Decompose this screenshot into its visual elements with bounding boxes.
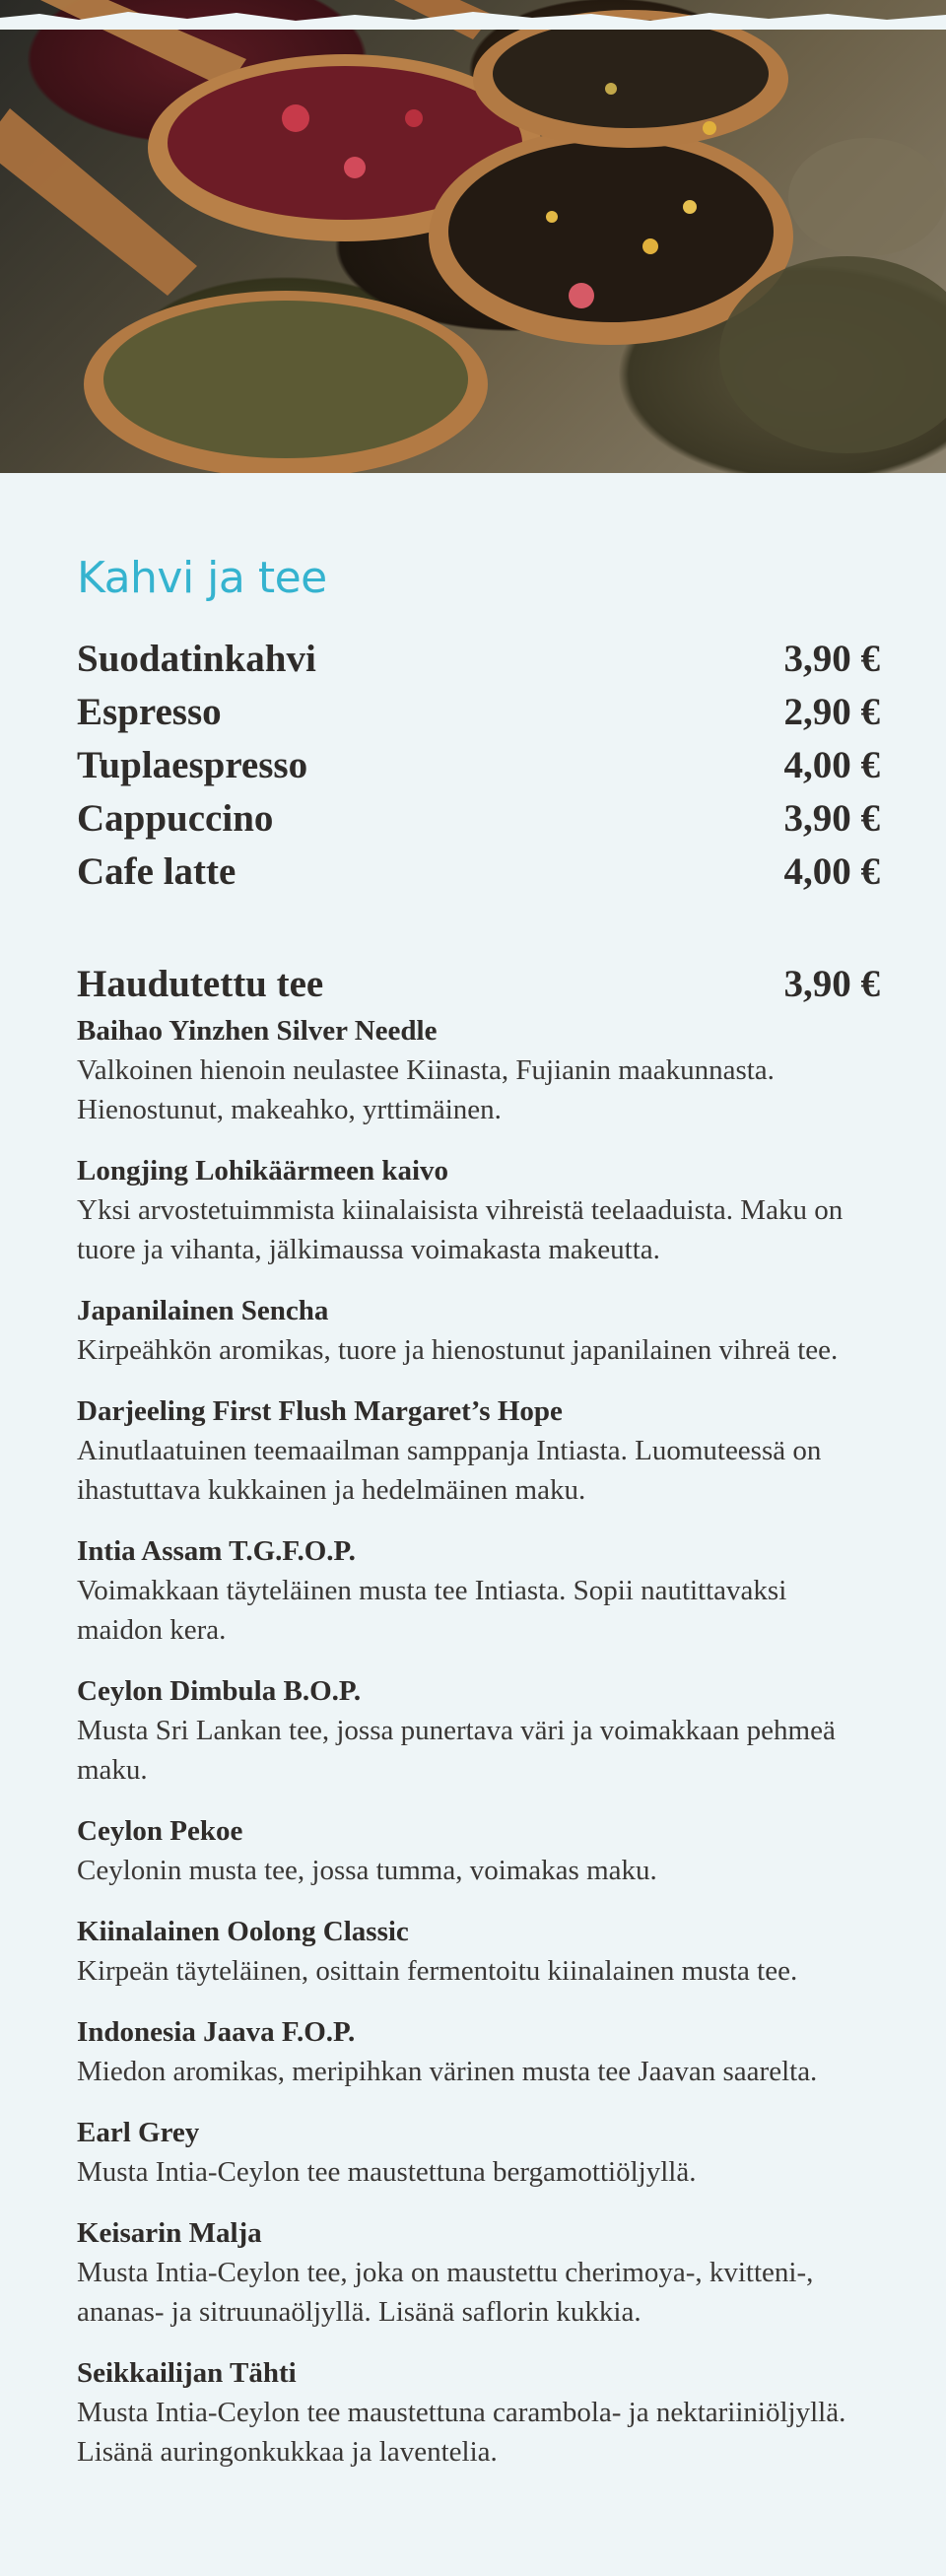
item-name: Cappuccino <box>77 797 274 840</box>
item-price: 3,90 € <box>783 638 880 680</box>
tea-item <box>77 1391 880 1510</box>
tea-name: Seikkailijan Tähti <box>77 2357 297 2389</box>
tea-item <box>77 2213 880 2332</box>
tea-spoons-illustration <box>0 0 946 473</box>
tea-item <box>77 2353 880 2472</box>
tea-item <box>77 1811 880 1890</box>
tea-description: Musta Intia-Ceylon tee maustettuna carambola- ja nektariiniöljyllä. Lisänä auringonkukkaa ja laventelia. <box>77 2397 846 2468</box>
tea-name: Intia Assam T.G.F.O.P. <box>77 1535 356 1567</box>
tea-description: Kirpeän täyteläinen, osittain fermentoitu kiinalainen musta tee. <box>77 1955 798 1987</box>
menu-content <box>77 552 880 2472</box>
tea-description: Ceylonin musta tee, jossa tumma, voimakas maku. <box>77 1855 657 1886</box>
tea-name: Indonesia Jaava F.O.P. <box>77 2016 356 2048</box>
item-name: Cafe latte <box>77 850 236 893</box>
item-price: 4,00 € <box>783 850 880 893</box>
tea-name: Earl Grey <box>77 2117 200 2148</box>
tea-description: Kirpeähkön aromikas, tuore ja hienostunut japanilainen vihreä tee. <box>77 1334 839 1366</box>
tea-item <box>77 1291 880 1370</box>
item-price: 2,90 € <box>783 691 880 733</box>
coffee-item <box>77 739 880 792</box>
tea-description: Musta Intia-Ceylon tee, joka on maustettu cherimoya-, kvitteni-, ananas- ja sitruunaöljyllä. Lisänä saflorin kukkia. <box>77 2257 814 2328</box>
tea-name: Darjeeling First Flush Margaret’s Hope <box>77 1395 563 1427</box>
item-name: Tuplaespresso <box>77 744 308 786</box>
tea-description: Valkoinen hienoin neulastee Kiinasta, Fujianin maakunnasta. Hienostunut, makeahko, yrttimäinen. <box>77 1054 775 1125</box>
tea-item <box>77 1011 880 1129</box>
coffee-item <box>77 792 880 846</box>
coffee-item <box>77 846 880 899</box>
tea-list <box>77 1011 880 2472</box>
coffee-item <box>77 686 880 739</box>
tea-item <box>77 2012 880 2091</box>
tea-description: Musta Intia-Ceylon tee maustettuna bergamottiöljyllä. <box>77 2156 697 2188</box>
tea-item <box>77 1912 880 1991</box>
item-price: 4,00 € <box>783 744 880 786</box>
tea-item <box>77 2113 880 2192</box>
tea-photo <box>0 0 946 473</box>
tea-description: Musta Sri Lankan tee, jossa punertava väri ja voimakkaan pehmeä maku. <box>77 1715 836 1786</box>
tea-name: Ceylon Dimbula B.O.P. <box>77 1675 362 1707</box>
tea-description: Voimakkaan täyteläinen musta tee Intiasta. Sopii nautittavaksi maidon kera. <box>77 1575 787 1646</box>
tea-name: Baihao Yinzhen Silver Needle <box>77 1015 438 1047</box>
tea-price: 3,90 € <box>783 963 880 1005</box>
tea-description: Ainutlaatuinen teemaailman samppanja Intiasta. Luomuteessä on ihastuttava kukkainen ja hedelmäinen maku. <box>77 1435 822 1506</box>
coffee-item <box>77 633 880 686</box>
torn-paper-edge <box>0 0 946 30</box>
tea-description: Yksi arvostetuimmista kiinalaisista vihreistä teelaaduista. Maku on tuore ja vihanta, jälkimaussa voimakasta makeutta. <box>77 1194 844 1265</box>
tea-description: Miedon aromikas, meripihkan värinen musta tee Jaavan saarelta. <box>77 2056 818 2087</box>
tea-heading: Haudutettu tee <box>77 963 324 1005</box>
tea-name: Kiinalainen Oolong Classic <box>77 1916 409 1947</box>
tea-name: Keisarin Malja <box>77 2217 262 2249</box>
tea-name: Longjing Lohikäärmeen kaivo <box>77 1155 449 1186</box>
section-title: Kahvi ja tee <box>77 553 327 603</box>
item-price: 3,90 € <box>783 797 880 840</box>
item-name: Suodatinkahvi <box>77 638 316 680</box>
tea-item <box>77 1671 880 1790</box>
item-name: Espresso <box>77 691 222 733</box>
tea-name: Japanilainen Sencha <box>77 1295 329 1326</box>
tea-name: Ceylon Pekoe <box>77 1815 243 1847</box>
coffee-list <box>77 633 880 899</box>
tea-item <box>77 1531 880 1650</box>
tea-item <box>77 1151 880 1269</box>
section-spacer <box>77 899 880 958</box>
tea-heading-row <box>77 958 880 1011</box>
